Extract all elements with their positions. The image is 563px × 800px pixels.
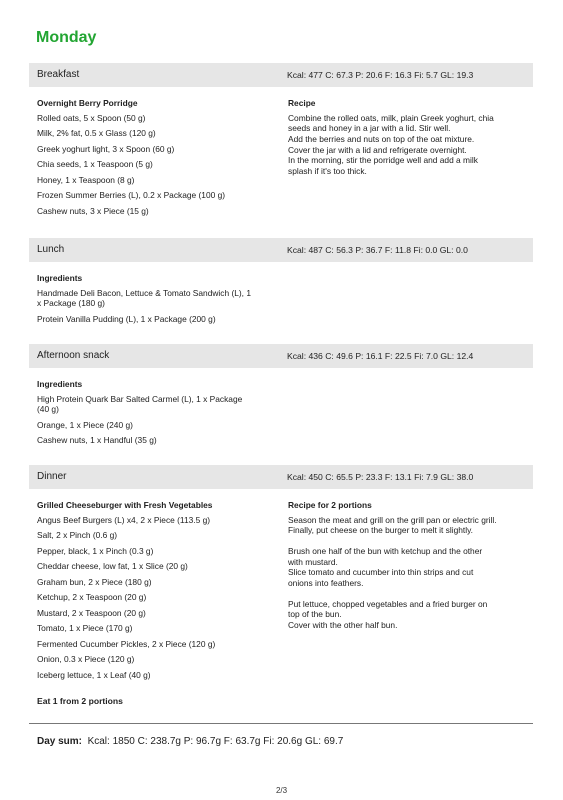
ingredient-item: Honey, 1 x Teaspoon (8 g) <box>37 174 135 185</box>
meal-name: Afternoon snack <box>37 350 110 361</box>
dish-title: Grilled Cheeseburger with Fresh Vegetables <box>37 500 213 510</box>
day-sum <box>37 736 343 747</box>
meal-macros: Kcal: 450 C: 65.5 P: 23.3 F: 13.1 Fi: 7.9 GL: 38.0 <box>287 472 474 482</box>
breakfast-recipe <box>288 98 528 177</box>
recipe-line: with mustard. <box>288 556 338 567</box>
recipe-line: Finally, put cheese on the burger to melt it slightly. <box>288 525 473 536</box>
portion-note: Eat 1 from 2 portions <box>37 696 123 706</box>
ingredient-item: Cashew nuts, 1 x Handful (35 g) <box>37 435 157 445</box>
ingredient-item: Angus Beef Burgers (L) x4, 2 x Piece (113.5 g) <box>37 514 211 525</box>
ingredient-item: Frozen Summer Berries (L), 0.2 x Package (100 g) <box>37 190 226 200</box>
recipe-line: Brush one half of the bun with ketchup and the other <box>288 545 483 556</box>
ingredient-item: Tomato, 1 x Piece (170 g) <box>37 623 133 633</box>
page-number: 2/3 <box>275 786 288 795</box>
dinner-ingredients <box>37 500 282 685</box>
ingredient-item: Cheddar cheese, low fat, 1 x Slice (20 g) <box>37 561 188 571</box>
ingredient-item: High Protein Quark Bar Salted Carmel (L), 1 x Package (40 g) <box>37 393 243 414</box>
day-sum-label: Day sum: <box>37 736 83 747</box>
meal-macros: Kcal: 477 C: 67.3 P: 20.6 F: 16.3 Fi: 5.7 GL: 19.3 <box>287 70 474 80</box>
ingredient-item: Ketchup, 2 x Teaspoon (20 g) <box>37 592 147 602</box>
recipe-line: onions into feathers. <box>288 578 364 589</box>
ingredient-item: Mustard, 2 x Teaspoon (20 g) <box>37 607 146 618</box>
recipe-line: seeds and honey in a jar with a lid. Stir well. <box>288 123 451 134</box>
meal-header-afternoon-snack <box>29 344 533 368</box>
ingredient-item: Cashew nuts, 3 x Piece (15 g) <box>37 205 149 216</box>
ingredient-item: Orange, 1 x Piece (240 g) <box>37 419 133 430</box>
meal-header-breakfast <box>29 63 533 87</box>
ingredient-item: Greek yoghurt light, 3 x Spoon (60 g) <box>37 143 175 154</box>
ingredient-item: Onion, 0.3 x Piece (120 g) <box>37 654 135 664</box>
meal-header-dinner <box>29 465 533 489</box>
day-title: Monday <box>36 29 97 46</box>
day-sum-values: Kcal: 1850 C: 238.7g P: 96.7g F: 63.7g Fi: 20.6g GL: 69.7 <box>87 736 344 747</box>
recipe-line: Put lettuce, chopped vegetables and a fried burger on <box>288 598 488 609</box>
ingredient-item: Iceberg lettuce, 1 x Leaf (40 g) <box>37 669 151 680</box>
ingredient-item: Graham bun, 2 x Piece (180 g) <box>37 576 152 587</box>
recipe-line: top of the bun. <box>288 609 342 620</box>
ingredient-item: Salt, 2 x Pinch (0.6 g) <box>37 530 118 540</box>
meal-macros: Kcal: 487 C: 56.3 P: 36.7 F: 11.8 Fi: 0.0 GL: 0.0 <box>287 245 468 255</box>
meal-header-lunch <box>29 238 533 262</box>
meal-name: Breakfast <box>37 69 80 80</box>
ingredients-heading: Ingredients <box>37 273 83 283</box>
ingredient-item: Milk, 2% fat, 0.5 x Glass (120 g) <box>37 128 156 138</box>
ingredient-item: Fermented Cucumber Pickles, 2 x Piece (120 g) <box>37 638 216 649</box>
snack-ingredients <box>37 379 277 451</box>
dish-title: Overnight Berry Porridge <box>37 98 138 108</box>
dinner-recipe <box>288 500 528 631</box>
recipe-line: Cover the jar with a lid and refrigerate overnight. <box>288 144 467 155</box>
divider <box>29 723 533 724</box>
recipe-line: Season the meat and grill on the grill pan or electric grill. <box>288 514 497 525</box>
ingredient-item: Chia seeds, 1 x Teaspoon (5 g) <box>37 159 153 169</box>
ingredient-item: Rolled oats, 5 x Spoon (50 g) <box>37 112 146 123</box>
recipe-line: In the morning, stir the porridge well and add a milk <box>288 155 478 166</box>
recipe-line: splash if it's too thick. <box>288 166 367 177</box>
meal-macros: Kcal: 436 C: 49.6 P: 16.1 F: 22.5 Fi: 7.0 GL: 12.4 <box>287 351 474 361</box>
recipe-line: Combine the rolled oats, milk, plain Greek yoghurt, chia <box>288 112 494 123</box>
ingredient-item: Handmade Deli Bacon, Lettuce & Tomato Sandwich (L), 1 x Package (180 g) <box>37 287 251 308</box>
ingredient-item: Pepper, black, 1 x Pinch (0.3 g) <box>37 545 154 556</box>
recipe-line: Cover with the other half bun. <box>288 620 398 631</box>
recipe-heading: Recipe <box>288 98 316 108</box>
breakfast-ingredients <box>37 98 277 221</box>
ingredient-item: Protein Vanilla Pudding (L), 1 x Package (200 g) <box>37 313 216 324</box>
recipe-heading: Recipe for 2 portions <box>288 500 372 510</box>
recipe-line: Add the berries and nuts on top of the oat mixture. <box>288 133 475 144</box>
lunch-ingredients <box>37 273 277 329</box>
recipe-line: Slice tomato and cucumber into thin strips and cut <box>288 567 474 578</box>
meal-name: Lunch <box>37 244 65 255</box>
ingredients-heading: Ingredients <box>37 379 83 389</box>
meal-name: Dinner <box>37 471 67 482</box>
